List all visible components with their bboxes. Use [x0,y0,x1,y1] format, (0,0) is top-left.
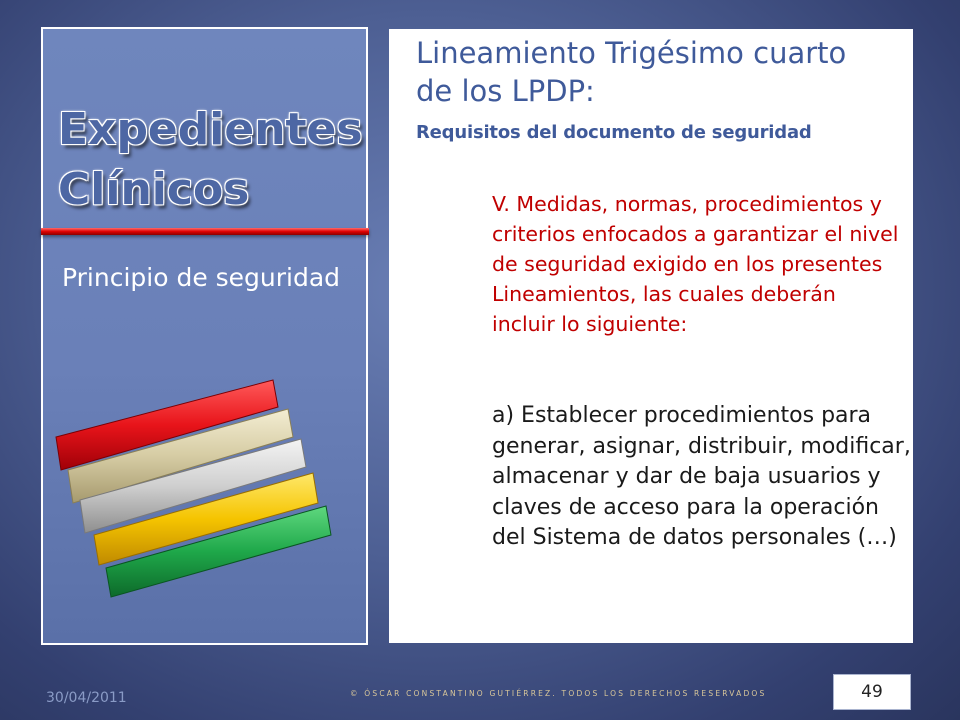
stacked-colored-bars-graphic [50,375,350,605]
paragraph-procedures-text: ) Establecer procedimientos para generar, asignar, distribuir, modificar, almacenar y dar de baja usuarios y claves de acceso para la operación del Sistema de datos personales (…) [492,403,911,550]
content-subheading: Requisitos del documento de seguridad [416,122,812,143]
slide-subtitle: Principio de seguridad [62,263,341,292]
title-line-2: Clínicos [58,164,250,215]
page-number-text: 49 [861,682,883,702]
page-number [833,674,911,710]
content-heading: Lineamiento Trigésimo cuarto de los LPDP: [416,36,847,108]
title-line-1: Expedientes [58,104,363,155]
paragraph-procedures-prefix: a [492,403,506,428]
footer-date: 30/04/2011 [46,690,127,706]
footer-copyright: © ÓSCAR CONSTANTINO GUTIÉRREZ. TODOS LOS DERECHOS RESERVADOS [350,689,767,698]
title-divider [41,228,369,235]
paragraph-measures: V. Medidas, normas, procedimientos y criterios enfocados a garantizar el nivel de seguridad exigido en los presentes Lineamientos, las cuales deberán incluir lo siguiente: [492,192,899,336]
slide-title [58,100,363,220]
paragraph-procedures [492,401,912,554]
